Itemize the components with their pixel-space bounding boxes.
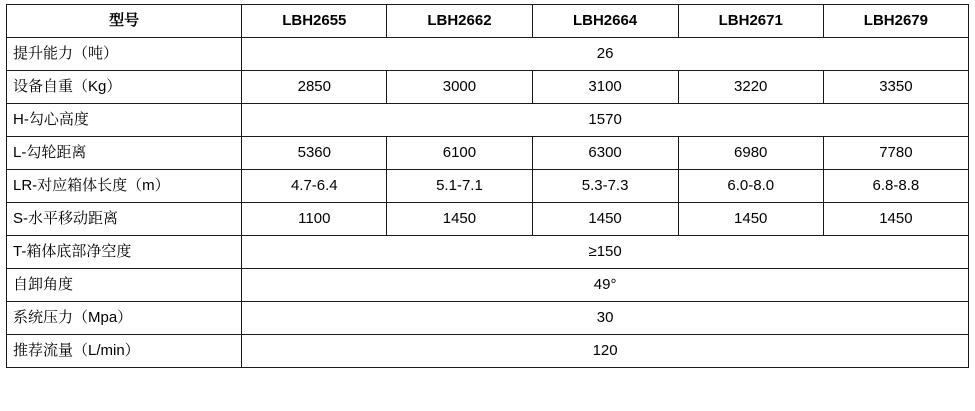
cell-equipment-weight-4: 3350 [823,71,968,104]
row-value-dump-angle: 49° [242,269,969,302]
table-header [7,5,969,38]
table-row [7,269,969,302]
cell-container-length-3: 6.0-8.0 [678,170,823,203]
header-row [7,5,969,38]
cell-hook-wheel-distance-1: 6100 [387,137,532,170]
row-value-lifting-capacity: 26 [242,38,969,71]
row-value-system-pressure: 30 [242,302,969,335]
cell-horizontal-travel-2: 1450 [532,203,678,236]
table-row [7,170,969,203]
cell-equipment-weight-2: 3100 [532,71,678,104]
row-value-recommended-flow: 120 [242,335,969,368]
table-row [7,203,969,236]
row-label-lifting-capacity: 提升能力（吨） [7,38,242,71]
cell-horizontal-travel-4: 1450 [823,203,968,236]
cell-container-length-4: 6.8-8.8 [823,170,968,203]
cell-hook-wheel-distance-2: 6300 [532,137,678,170]
row-label-dump-angle: 自卸角度 [7,269,242,302]
table-body [7,38,969,368]
cell-hook-wheel-distance-0: 5360 [242,137,387,170]
cell-container-length-1: 5.1-7.1 [387,170,532,203]
cell-horizontal-travel-0: 1100 [242,203,387,236]
specification-table [6,4,969,368]
cell-hook-wheel-distance-3: 6980 [678,137,823,170]
row-label-recommended-flow: 推荐流量（L/min） [7,335,242,368]
row-label-hook-height: H-勾心高度 [7,104,242,137]
table-row [7,137,969,170]
table-row [7,236,969,269]
row-value-bottom-clearance: ≥150 [242,236,969,269]
table-row [7,38,969,71]
row-label-hook-wheel-distance: L-勾轮距离 [7,137,242,170]
cell-equipment-weight-3: 3220 [678,71,823,104]
cell-container-length-0: 4.7-6.4 [242,170,387,203]
header-cell-model-4: LBH2679 [823,5,968,38]
cell-hook-wheel-distance-4: 7780 [823,137,968,170]
cell-equipment-weight-0: 2850 [242,71,387,104]
header-cell-model-0: LBH2655 [242,5,387,38]
cell-horizontal-travel-3: 1450 [678,203,823,236]
table-row [7,335,969,368]
header-cell-model-1: LBH2662 [387,5,532,38]
table-row [7,302,969,335]
row-label-horizontal-travel: S-水平移动距离 [7,203,242,236]
row-label-bottom-clearance: T-箱体底部净空度 [7,236,242,269]
cell-container-length-2: 5.3-7.3 [532,170,678,203]
header-cell-model-label: 型号 [7,5,242,38]
row-label-container-length: LR-对应箱体长度（m） [7,170,242,203]
header-cell-model-3: LBH2671 [678,5,823,38]
table-row [7,104,969,137]
row-value-hook-height: 1570 [242,104,969,137]
row-label-system-pressure: 系统压力（Mpa） [7,302,242,335]
row-label-equipment-weight: 设备自重（Kg） [7,71,242,104]
header-cell-model-2: LBH2664 [532,5,678,38]
cell-horizontal-travel-1: 1450 [387,203,532,236]
cell-equipment-weight-1: 3000 [387,71,532,104]
table-row [7,71,969,104]
